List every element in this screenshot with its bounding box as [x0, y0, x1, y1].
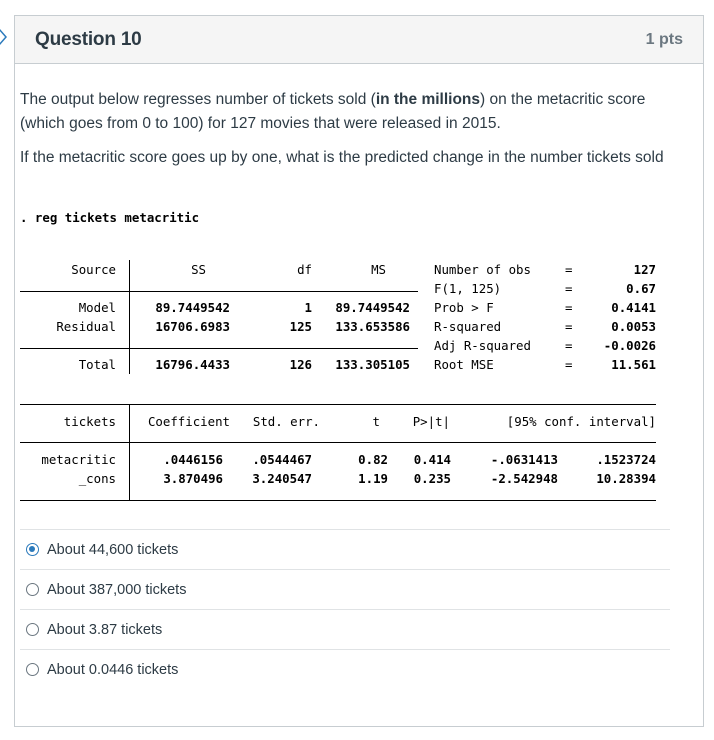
radio-selected-icon[interactable] — [26, 543, 39, 556]
stat-eq: = — [565, 319, 573, 334]
radio-icon[interactable] — [26, 583, 39, 596]
coef-header-t: t — [372, 414, 380, 429]
stat-value: 0.0053 — [611, 319, 656, 334]
stat-value: 0.4141 — [611, 300, 656, 315]
question-title: Question 10 — [35, 28, 142, 50]
question-paragraph-1: The output below regresses number of tickets sold (in the millions) on the metacritic score (which goes from 0 to 100) for 127 movies that were released in 2015. — [20, 91, 646, 132]
coef-header-se: Std. err. — [252, 414, 320, 429]
stat-eq: = — [565, 281, 573, 296]
coef-row-ci-lo: -.0631413 — [490, 452, 558, 467]
anova-header-ss: SS — [191, 262, 206, 277]
anova-row-total-df: 126 — [289, 357, 312, 372]
anova-row-total-ms: 133.305105 — [335, 357, 410, 372]
anova-rule-bottom — [20, 348, 418, 349]
coef-row-p: 0.235 — [413, 471, 451, 486]
stat-value: 127 — [633, 262, 656, 277]
coef-row-var: _cons — [78, 471, 116, 486]
anova-row-model-ss: 89.7449542 — [155, 300, 230, 315]
stat-label: Number of obs — [434, 262, 531, 277]
answer-option[interactable] — [20, 649, 670, 689]
anova-row-total-ss: 16796.4433 — [155, 357, 230, 372]
stata-command: . reg tickets metacritic — [20, 210, 200, 225]
coef-header-var: tickets — [63, 414, 116, 429]
answer-label: About 0.0446 tickets — [47, 661, 179, 678]
stat-value: 0.67 — [626, 281, 656, 296]
answer-list — [20, 529, 670, 689]
anova-header-source: Source — [71, 262, 116, 277]
coef-row-t: 1.19 — [358, 471, 388, 486]
chevron-right-icon[interactable] — [0, 28, 8, 46]
stat-eq: = — [565, 300, 573, 315]
answer-label: About 44,600 tickets — [47, 541, 179, 558]
question-paragraph-2: If the metacritic score goes up by one, what is the predicted change in the number tickets sold — [20, 149, 664, 166]
answer-option[interactable] — [20, 609, 670, 649]
stat-eq: = — [565, 262, 573, 277]
radio-icon[interactable] — [26, 623, 39, 636]
stat-eq: = — [565, 338, 573, 353]
anova-row-residual-ss: 16706.6983 — [155, 319, 230, 334]
stat-label: Adj R-squared — [434, 338, 531, 353]
coef-rule-mid — [20, 442, 656, 443]
stat-label: Root MSE — [434, 357, 494, 372]
anova-header-df: df — [297, 262, 312, 277]
coef-row-ci-hi: .1523724 — [596, 452, 656, 467]
radio-icon[interactable] — [26, 663, 39, 676]
coef-row-se: 3.240547 — [252, 471, 312, 486]
anova-row-residual-df: 125 — [289, 319, 312, 334]
coef-row-var: metacritic — [41, 452, 116, 467]
answer-option[interactable] — [20, 529, 670, 569]
coef-header-coef: Coefficient — [147, 414, 230, 429]
anova-row-total-source: Total — [78, 357, 116, 372]
stat-value: -0.0026 — [603, 338, 656, 353]
coef-rule-top — [20, 404, 656, 405]
coef-row-ci-lo: -2.542948 — [490, 471, 558, 486]
stat-value: 11.561 — [611, 357, 656, 372]
stat-label: Prob > F — [434, 300, 494, 315]
stat-label: R-squared — [434, 319, 502, 334]
coef-row-coef: 3.870496 — [163, 471, 223, 486]
anova-row-model-df: 1 — [304, 300, 312, 315]
anova-row-model-source: Model — [78, 300, 116, 315]
stat-eq: = — [565, 357, 573, 372]
coef-rule-bottom — [20, 500, 656, 501]
coef-row-t: 0.82 — [358, 452, 388, 467]
question-text — [20, 88, 670, 180]
coef-row-coef: .0446156 — [163, 452, 223, 467]
answer-label: About 387,000 tickets — [47, 581, 187, 598]
anova-row-residual-ms: 133.653586 — [335, 319, 410, 334]
answer-label: About 3.87 tickets — [47, 621, 163, 638]
anova-rule-top — [20, 291, 418, 292]
stat-label: F(1, 125) — [434, 281, 502, 296]
coef-row-p: 0.414 — [413, 452, 451, 467]
anova-header-ms: MS — [371, 262, 386, 277]
answer-option[interactable] — [20, 569, 670, 609]
question-header — [15, 16, 703, 64]
coef-header-ci: [95% conf. interval] — [506, 414, 656, 429]
coef-row-ci-hi: 10.28394 — [596, 471, 656, 486]
anova-row-model-ms: 89.7449542 — [335, 300, 410, 315]
coef-header-p: P>|t| — [412, 414, 450, 429]
coef-row-se: .0544467 — [252, 452, 312, 467]
anova-row-residual-source: Residual — [56, 319, 116, 334]
question-points: 1 pts — [645, 30, 683, 48]
